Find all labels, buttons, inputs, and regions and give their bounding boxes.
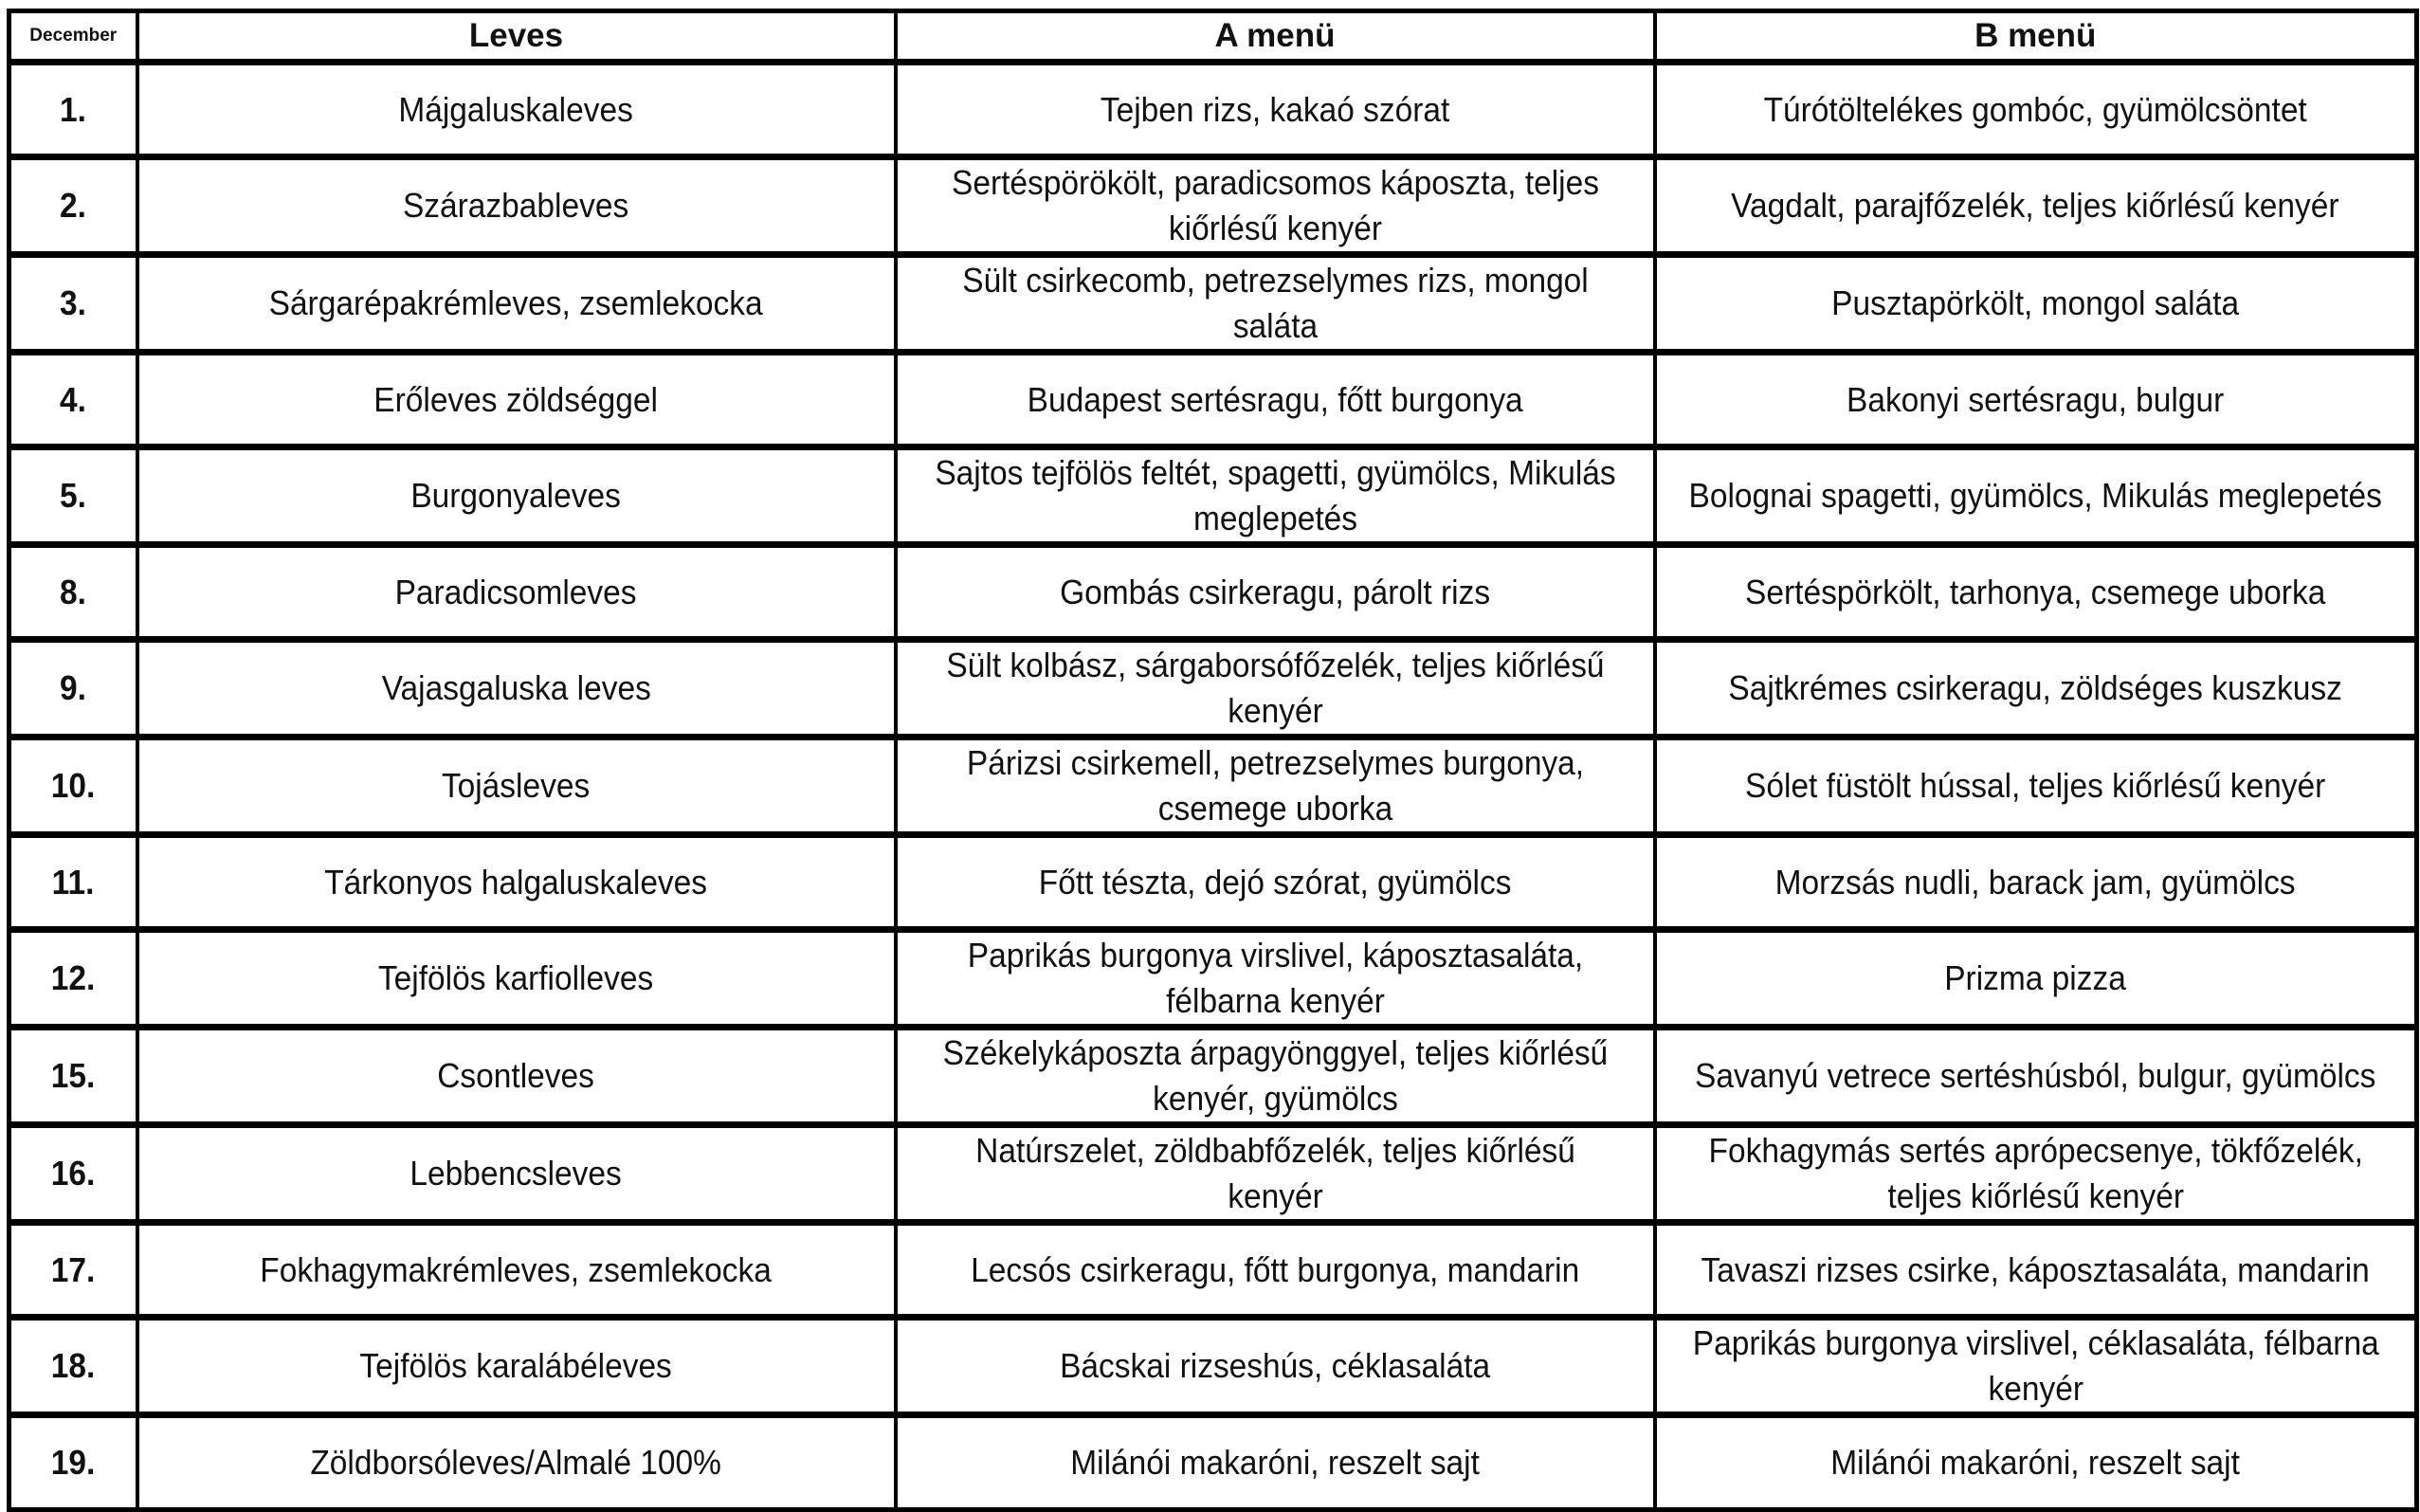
day-cell-text: 11. <box>51 862 95 902</box>
menu-a-cell <box>896 63 1655 157</box>
soup-cell <box>137 1318 896 1415</box>
table-row <box>9 1415 2417 1510</box>
soup-cell <box>137 63 896 157</box>
day-cell-text: 10. <box>50 766 96 805</box>
menu-b-cell-text: Sajtkrémes csirkeragu, zöldséges kuszkusz <box>1728 668 2343 707</box>
soup-cell-text: Lebbencsleves <box>409 1154 623 1193</box>
menu-a-cell <box>896 545 1655 640</box>
menu-a-cell <box>896 1125 1655 1223</box>
soup-cell-text: Májgaluskaleves <box>398 89 634 129</box>
day-cell-text: 16. <box>50 1154 96 1193</box>
menu-b-cell-text: Vagdalt, parajfőzelék, teljes kiőrlésű kenyér <box>1731 186 2339 225</box>
day-cell-text: 9. <box>60 668 87 707</box>
menu-b-cell <box>1655 1415 2417 1510</box>
header-menu-a: A menü <box>896 11 1655 63</box>
table-row <box>9 1028 2417 1125</box>
table-row <box>9 1223 2417 1318</box>
menu-a-cell <box>896 1415 1655 1510</box>
menu-a-cell-text: Sült csirkecomb, petrezselymes rizs, mongol saláta <box>961 261 1589 345</box>
menu-a-cell <box>896 835 1655 930</box>
menu-b-cell-text: Fokhagymás sertés aprópecsenye, tökfőzelék, teljes kiőrlésű kenyér <box>1708 1131 2363 1215</box>
menu-a-cell-text: Paprikás burgonya virslivel, káposztasaláta, félbarna kenyér <box>967 936 1583 1020</box>
day-cell <box>9 1415 137 1510</box>
menu-b-cell <box>1655 63 2417 157</box>
menu-a-cell-text: Tejben rizs, kakaó szórat <box>1100 89 1450 129</box>
soup-cell-text: Szárazbableves <box>403 186 629 225</box>
menu-a-cell <box>896 1028 1655 1125</box>
menu-a-cell-text: Budapest sertésragu, főtt burgonya <box>1027 379 1523 419</box>
soup-cell <box>137 738 896 835</box>
day-cell-text: 2. <box>60 186 87 225</box>
table-row <box>9 255 2417 353</box>
menu-b-cell <box>1655 930 2417 1028</box>
menu-a-cell-text: Natúrszelet, zöldbabfőzelék, teljes kiőrlésű kenyér <box>974 1131 1575 1215</box>
table-row <box>9 1318 2417 1415</box>
header-soup: Leves <box>137 11 896 63</box>
day-cell-text: 12. <box>50 958 96 997</box>
table-row <box>9 63 2417 157</box>
menu-a-cell <box>896 640 1655 738</box>
day-cell <box>9 835 137 930</box>
soup-cell-text: Tárkonyos halgaluskaleves <box>324 862 708 902</box>
table-row <box>9 835 2417 930</box>
table-row <box>9 738 2417 835</box>
table-row <box>9 447 2417 545</box>
menu-a-cell <box>896 738 1655 835</box>
soup-cell-text: Tejfölös karfiolleves <box>378 958 654 997</box>
day-cell <box>9 738 137 835</box>
menu-a-cell-text: Lecsós csirkeragu, főtt burgonya, mandarin <box>970 1249 1580 1289</box>
soup-cell-text: Sárgarépakrémleves, zsemlekocka <box>268 283 764 322</box>
menu-b-cell-text: Savanyú vetrece sertéshúsból, bulgur, gyümölcs <box>1695 1056 2376 1095</box>
menu-a-cell <box>896 353 1655 447</box>
menu-b-cell <box>1655 1223 2417 1318</box>
menu-b-cell <box>1655 640 2417 738</box>
header-row <box>9 11 2417 63</box>
menu-b-cell-text: Sertéspörkölt, tarhonya, csemege uborka <box>1745 572 2326 611</box>
day-cell-text: 1. <box>60 89 87 129</box>
menu-b-cell-text: Bolognai spagetti, gyümölcs, Mikulás meglepetés <box>1688 476 2382 515</box>
day-cell <box>9 1028 137 1125</box>
soup-cell-text: Vajasgaluska leves <box>381 668 651 707</box>
header-menu-b: B menü <box>1655 11 2417 63</box>
menu-b-cell <box>1655 353 2417 447</box>
day-cell <box>9 930 137 1028</box>
day-cell-text: 19. <box>50 1443 96 1482</box>
menu-a-cell-text: Főtt tészta, dejó szórat, gyümölcs <box>1038 862 1512 902</box>
day-cell-text: 18. <box>50 1346 96 1385</box>
soup-cell <box>137 1415 896 1510</box>
soup-cell <box>137 1223 896 1318</box>
menu-a-cell-text: Párizsi csirkemell, petrezselymes burgonya, csemege uborka <box>966 743 1584 828</box>
soup-cell <box>137 447 896 545</box>
menu-b-cell <box>1655 738 2417 835</box>
menu-a-cell <box>896 157 1655 255</box>
day-cell <box>9 447 137 545</box>
menu-b-cell-text: Túrótöltelékes gombóc, gyümölcsöntet <box>1763 89 2307 129</box>
soup-cell-text: Tejfölös karalábéleves <box>359 1346 673 1385</box>
soup-cell <box>137 353 896 447</box>
menu-a-cell-text: Bácskai rizseshús, céklasaláta <box>1059 1346 1491 1385</box>
menu-b-cell-text: Sólet füstölt hússal, teljes kiőrlésű kenyér <box>1745 766 2326 805</box>
menu-b-cell <box>1655 1125 2417 1223</box>
menu-b-cell-text: Morzsás nudli, barack jam, gyümölcs <box>1774 862 2296 902</box>
day-cell <box>9 640 137 738</box>
menu-b-cell <box>1655 545 2417 640</box>
menu-b-cell <box>1655 835 2417 930</box>
day-cell-text: 15. <box>50 1056 96 1095</box>
soup-cell <box>137 1028 896 1125</box>
menu-a-cell-text: Gombás csirkeragu, párolt rizs <box>1059 572 1490 611</box>
menu-a-cell <box>896 255 1655 353</box>
soup-cell-text: Paradicsomleves <box>395 572 637 611</box>
soup-cell <box>137 1125 896 1223</box>
menu-table <box>7 9 2419 1512</box>
soup-cell-text: Tojásleves <box>442 766 591 805</box>
soup-cell-text: Erőleves zöldséggel <box>373 379 659 419</box>
day-cell <box>9 545 137 640</box>
menu-b-cell-text: Tavaszi rizses csirke, káposztasaláta, mandarin <box>1701 1249 2370 1289</box>
menu-b-cell-text: Prizma pizza <box>1944 958 2127 997</box>
day-cell <box>9 353 137 447</box>
day-cell-text: 8. <box>60 572 87 611</box>
day-cell <box>9 255 137 353</box>
menu-b-cell-text: Pusztapörkölt, mongol saláta <box>1831 283 2240 322</box>
soup-cell <box>137 255 896 353</box>
day-cell-text: 5. <box>60 476 87 515</box>
day-cell <box>9 1125 137 1223</box>
menu-b-cell <box>1655 255 2417 353</box>
day-cell <box>9 1223 137 1318</box>
day-cell-text: 3. <box>60 283 87 322</box>
menu-a-cell-text: Sertéspörökölt, paradicsomos káposzta, teljes kiőrlésű kenyér <box>951 163 1599 247</box>
soup-cell-text: Zöldborsóleves/Almalé 100% <box>310 1443 722 1482</box>
menu-b-cell <box>1655 447 2417 545</box>
menu-a-cell <box>896 1223 1655 1318</box>
menu-a-cell-text: Székelykáposzta árpagyönggyel, teljes kiőrlésű kenyér, gyümölcs <box>942 1033 1608 1118</box>
menu-b-cell <box>1655 157 2417 255</box>
table-row <box>9 545 2417 640</box>
day-cell-text: 17. <box>50 1249 96 1289</box>
soup-cell-text: Burgonyaleves <box>410 476 622 515</box>
soup-cell <box>137 545 896 640</box>
menu-b-cell <box>1655 1028 2417 1125</box>
table-row <box>9 157 2417 255</box>
day-cell <box>9 1318 137 1415</box>
menu-a-cell-text: Milánói makaróni, reszelt sajt <box>1070 1443 1480 1482</box>
header-month: December <box>9 11 137 63</box>
table-row <box>9 640 2417 738</box>
soup-cell <box>137 835 896 930</box>
table-row <box>9 930 2417 1028</box>
table-row <box>9 353 2417 447</box>
menu-a-cell-text: Sajtos tejfölös feltét, spagetti, gyümölcs, Mikulás meglepetés <box>934 453 1616 537</box>
menu-a-cell <box>896 447 1655 545</box>
soup-cell <box>137 640 896 738</box>
menu-a-cell-text: Sült kolbász, sárgaborsófőzelék, teljes kiőrlésű kenyér <box>945 646 1605 730</box>
menu-b-cell-text: Paprikás burgonya virslivel, céklasaláta, félbarna kenyér <box>1692 1323 2379 1408</box>
day-cell <box>9 63 137 157</box>
table-row <box>9 1125 2417 1223</box>
menu-a-cell <box>896 930 1655 1028</box>
soup-cell <box>137 930 896 1028</box>
day-cell <box>9 157 137 255</box>
day-cell-text: 4. <box>60 379 87 419</box>
menu-a-cell <box>896 1318 1655 1415</box>
soup-cell-text: Fokhagymakrémleves, zsemlekocka <box>260 1249 773 1289</box>
soup-cell <box>137 157 896 255</box>
menu-b-cell-text: Milánói makaróni, reszelt sajt <box>1830 1443 2241 1482</box>
soup-cell-text: Csontleves <box>437 1056 595 1095</box>
menu-b-cell <box>1655 1318 2417 1415</box>
menu-b-cell-text: Bakonyi sertésragu, bulgur <box>1847 379 2225 419</box>
